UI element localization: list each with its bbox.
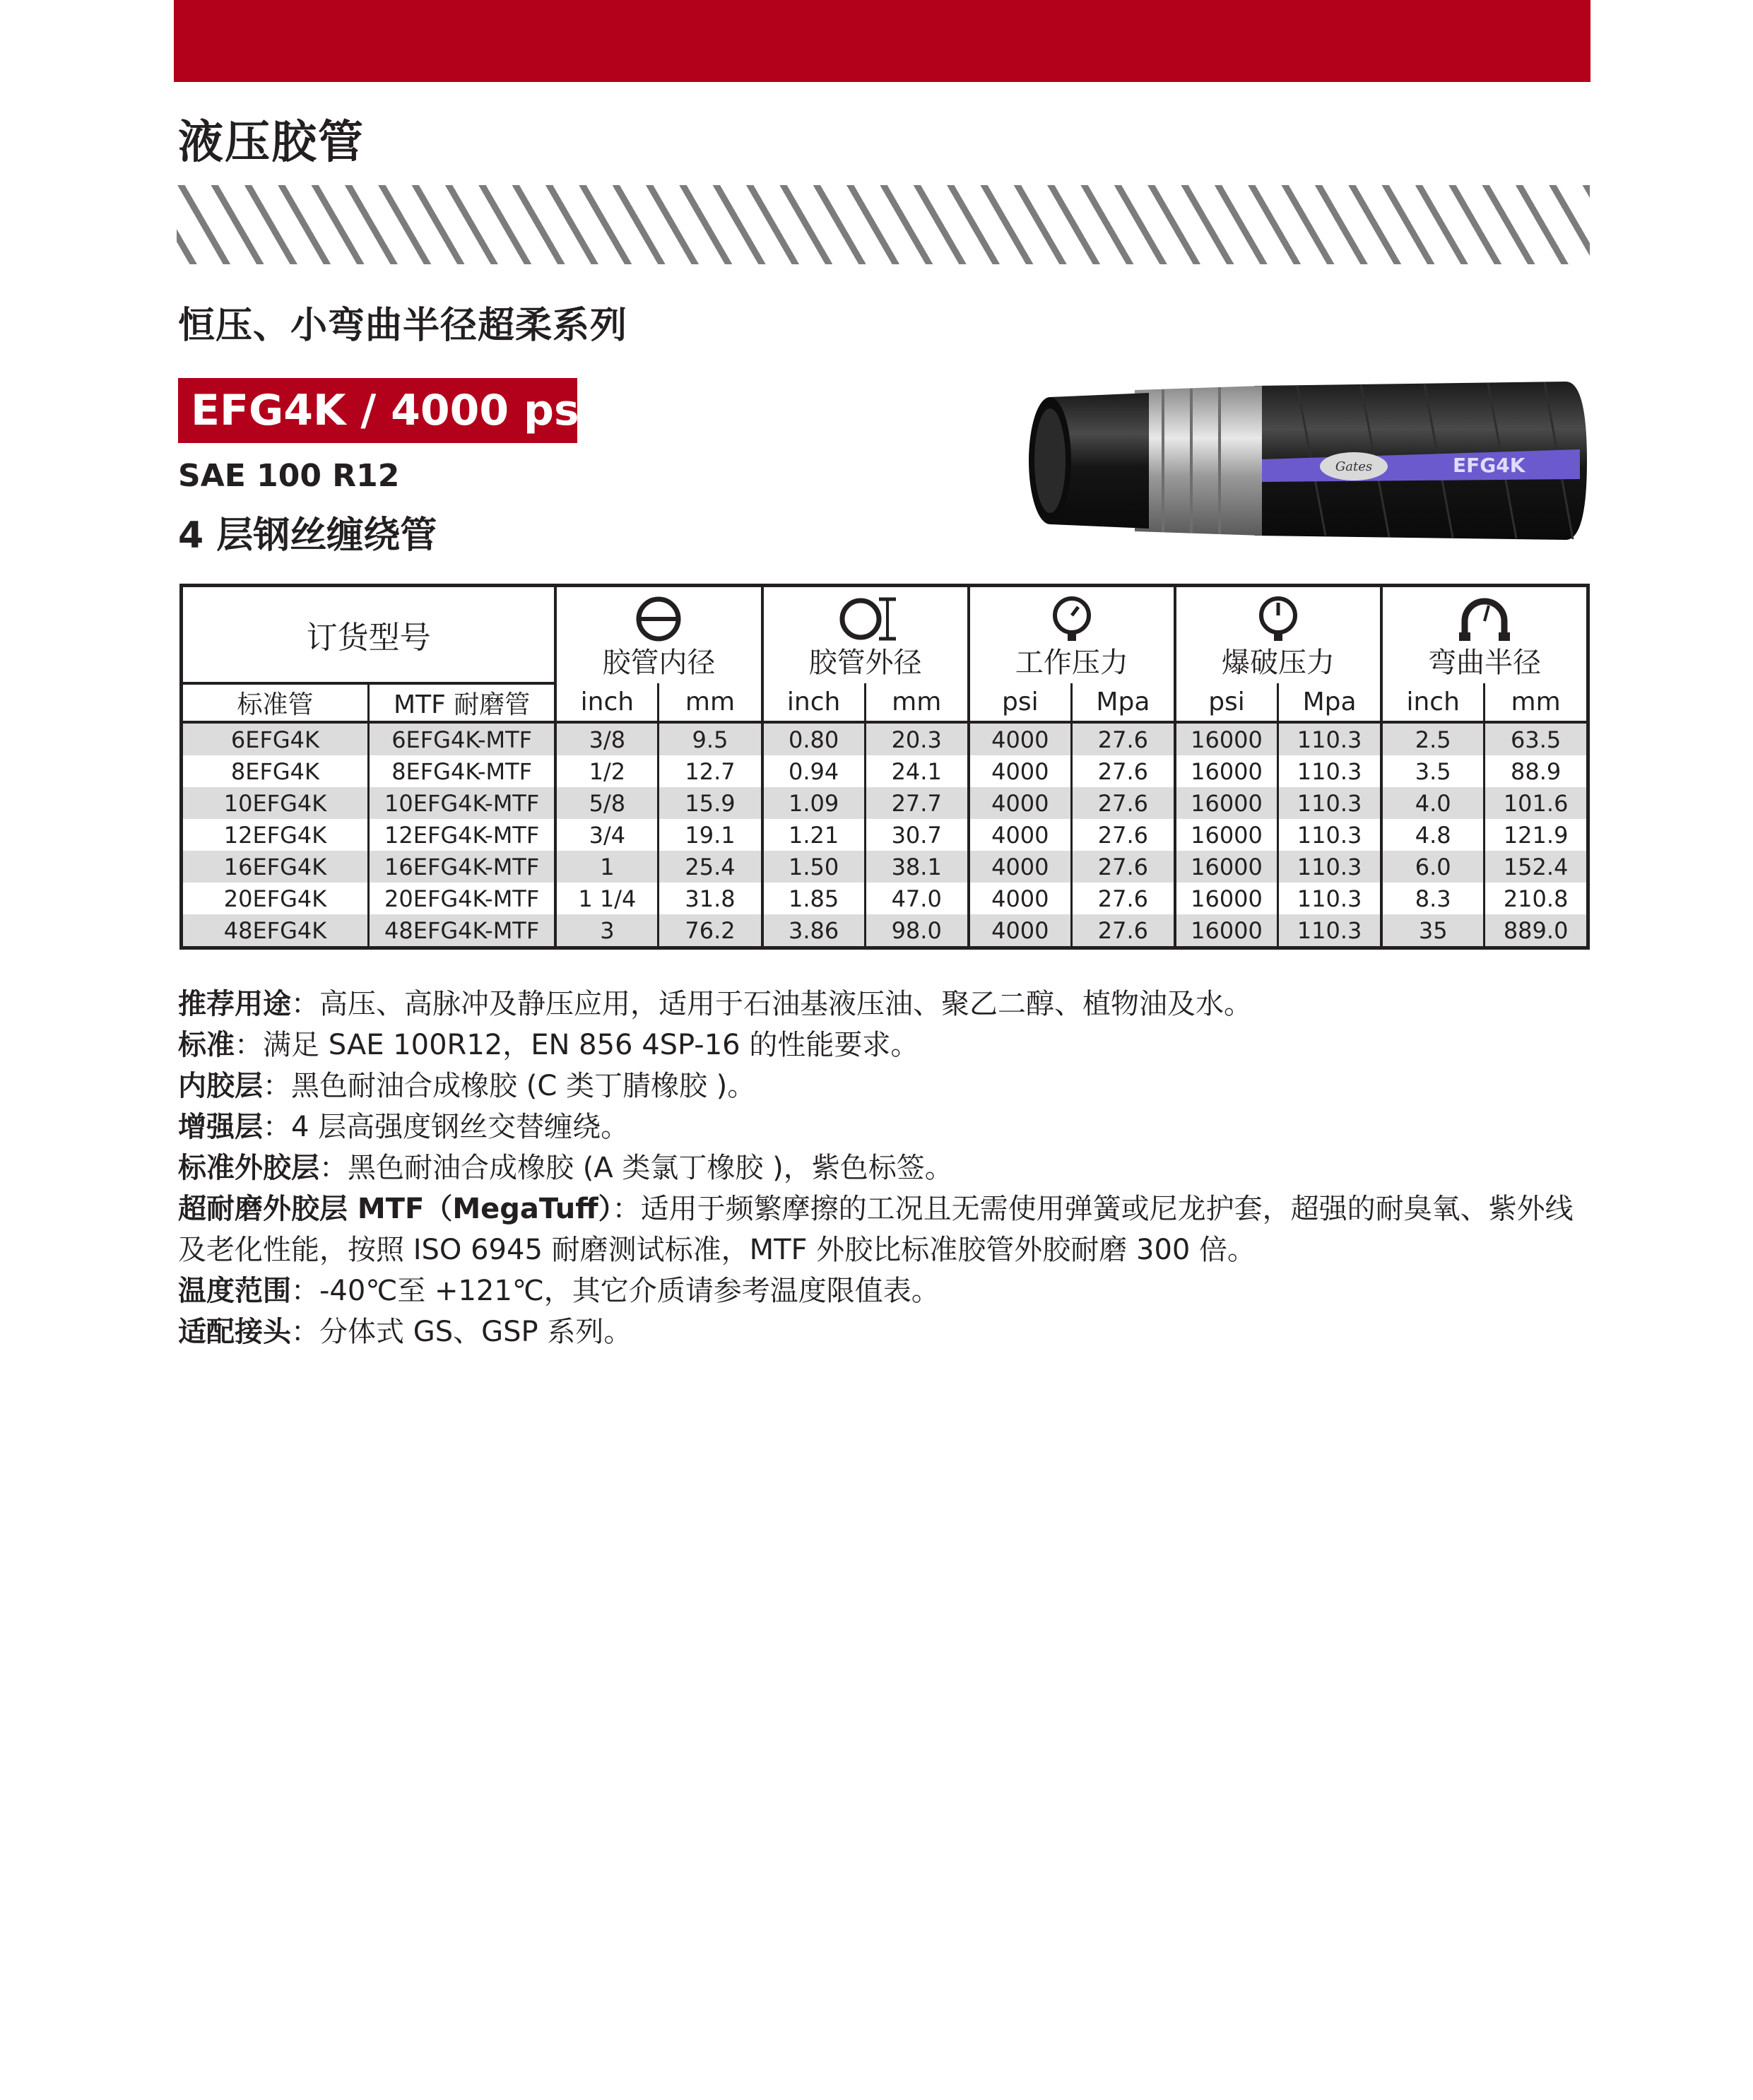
table-cell: 6EFG4K [182,722,369,755]
model-badge: EFG4K / 4000 psi [178,378,577,443]
table-cell: 38.1 [865,851,969,883]
table-cell: 27.6 [1071,914,1175,948]
table-row [182,722,1588,755]
table-cell: 4000 [969,722,1072,755]
table-row [182,819,1588,851]
col-od-mm: mm [865,683,969,722]
table-cell: 110.3 [1278,819,1382,851]
note-text: 满足 SAE 100R12，EN 856 4SP-16 的性能要求。 [263,1029,919,1061]
hose-label-text: EFG4K [1453,454,1525,477]
note-separator: ： [263,1111,291,1143]
table-cell: 1.85 [762,883,866,914]
table-cell: 16000 [1175,883,1278,914]
table-cell: 15.9 [659,787,762,819]
top-banner [174,0,1590,82]
table-cell: 20.3 [865,722,969,755]
note-text: 高压、高脉冲及静压应用，适用于石油基液压油、聚乙二醇、植物油及水。 [319,988,1252,1020]
note-separator: ： [291,1316,319,1348]
table-row [182,914,1588,948]
table-row [182,883,1588,914]
note-label: 标准 [178,1029,235,1061]
table-cell: 4000 [969,787,1072,819]
table-cell: 16000 [1175,722,1278,755]
table-cell: 10EFG4K [182,787,369,819]
table-cell: 20EFG4K-MTF [368,883,555,914]
table-cell: 12EFG4K [223,821,327,849]
bend-radius-icon [1456,596,1513,642]
outer-diameter-icon [834,596,897,642]
spec-table [179,584,1590,950]
table-cell: 19.1 [659,819,762,851]
note-separator: ： [235,1029,263,1061]
hose-image [1022,376,1587,545]
table-row [182,851,1588,883]
table-cell: 63.5 [1485,722,1588,755]
table-cell: 47.0 [865,883,969,914]
table-cell: 1 1/4 [555,883,659,914]
table-cell: 101.6 [1485,787,1588,819]
table-cell: 152.4 [1485,851,1588,883]
table-cell: 8.3 [1381,883,1485,914]
bend-radius-label: 弯曲半径 [1428,647,1542,679]
construction-label: 4 层钢丝缠绕管 [178,514,437,557]
table-cell: 110.3 [1278,755,1382,787]
table-cell: 35 [1381,914,1485,948]
col-id-mm: mm [659,683,762,722]
table-cell: 9.5 [659,722,762,755]
note-text: 黑色耐油合成橡胶 (A 类氯丁橡胶 )，紫色标签。 [348,1152,953,1184]
table-cell: 4000 [969,851,1072,883]
table-cell: 3/4 [555,819,659,851]
table-cell: 110.3 [1278,914,1382,948]
table-cell: 48EFG4K [182,914,369,948]
table-cell: 12EFG4K-MTF [368,819,555,851]
working-pressure-label: 工作压力 [1015,647,1128,679]
note-item [178,1188,1595,1270]
table-cell: 16000 [1175,819,1278,851]
working-pressure-header [969,586,1175,684]
table-cell: 24.1 [865,755,969,787]
table-cell: 121.9 [1485,819,1588,851]
note-item [178,1025,1595,1066]
note-separator: ： [291,1275,319,1307]
table-cell: 76.2 [659,914,762,948]
col-od-inch: inch [762,683,866,722]
table-body [182,722,1588,948]
table-cell: 4000 [969,883,1072,914]
table-cell: 6EFG4K-MTF [368,722,555,755]
table-cell: 12.7 [659,755,762,787]
table-cell: 1/2 [555,755,659,787]
table-cell: 0.94 [762,755,866,787]
note-label: 适配接头 [178,1316,291,1348]
note-label: 超耐磨外胶层 MTF（MegaTuff） [178,1193,613,1225]
hose-brand-text: Gates [1335,459,1373,474]
bend-radius-header [1381,586,1588,684]
table-cell: 27.6 [1071,819,1175,851]
inner-diameter-label: 胶管内径 [602,647,716,679]
series-subtitle: 恒压、小弯曲半径超柔系列 [178,305,628,347]
table-cell: 1.50 [762,851,866,883]
table-cell: 16EFG4K [182,851,369,883]
note-text: 黑色耐油合成橡胶 (C 类丁腈橡胶 )。 [291,1070,756,1102]
table-cell: 31.8 [659,883,762,914]
table-cell: 110.3 [1278,883,1382,914]
table-cell: 27.6 [1071,755,1175,787]
col-br-inch: inch [1381,683,1485,722]
table-cell: 210.8 [1485,883,1588,914]
col-standard-hose: 标准管 [182,683,369,722]
inner-diameter-header [555,586,762,684]
note-item [178,1148,1595,1188]
table-cell: 5/8 [555,787,659,819]
note-text: 分体式 GS、GSP 系列。 [319,1316,632,1348]
col-bp-mpa: Mpa [1278,683,1382,722]
table-cell: 1.21 [762,819,866,851]
note-separator: ： [319,1152,348,1184]
table-cell: 20EFG4K [223,885,327,912]
note-item [178,1270,1595,1311]
note-text: -40℃至 +121℃，其它介质请参考温度限值表。 [319,1275,940,1307]
table-cell: 1 [555,851,659,883]
table-cell: 30.7 [865,819,969,851]
outer-diameter-header [762,586,969,684]
table-cell: 8EFG4K-MTF [368,755,555,787]
outer-diameter-label: 胶管外径 [808,647,922,679]
table-cell: 110.3 [1278,787,1382,819]
table-cell: 27.6 [1071,722,1175,755]
note-label: 增强层 [178,1111,263,1143]
table-cell: 3.86 [762,914,866,948]
table-cell: 48EFG4K-MTF [368,914,555,948]
table-cell: 27.6 [1071,883,1175,914]
table-cell: 4.0 [1381,787,1485,819]
col-id-inch: inch [555,683,659,722]
note-item [178,1107,1595,1148]
table-cell: 8EFG4K [230,757,320,785]
table-cell: 110.3 [1278,722,1382,755]
burst-pressure-header [1175,586,1381,684]
table-cell: 2.5 [1381,722,1485,755]
table-cell: 16000 [1175,851,1278,883]
table-cell: 10EFG4K-MTF [368,787,555,819]
table-cell: 3 [555,914,659,948]
note-separator: ： [612,1193,641,1225]
col-br-mm: mm [1485,683,1588,722]
table-cell: 16EFG4K-MTF [368,851,555,883]
table-cell: 88.9 [1485,755,1588,787]
note-label: 温度范围 [178,1275,291,1307]
table-cell: 27.7 [865,787,969,819]
note-separator: ： [291,988,319,1020]
note-item [178,984,1595,1025]
table-cell: 4.8 [1381,819,1485,851]
table-cell: 4000 [969,755,1072,787]
table-cell: 16000 [1175,755,1278,787]
note-text: 4 层高强度钢丝交替缠绕。 [291,1111,630,1143]
table-cell: 0.80 [762,722,866,755]
pressure-gauge-icon [1049,596,1095,642]
table-cell: 110.3 [1278,851,1382,883]
note-label: 内胶层 [178,1070,263,1102]
col-mtf-hose: MTF 耐磨管 [368,683,555,722]
note-item [178,1066,1595,1107]
table-cell: 889.0 [1485,914,1588,948]
table-cell: 4000 [969,914,1072,948]
page-title: 液压胶管 [178,117,365,169]
table-cell: 3.5 [1381,755,1485,787]
burst-gauge-icon [1255,596,1302,642]
table-cell: 25.4 [659,851,762,883]
standard-label: SAE 100 R12 [178,458,400,494]
table-row [182,787,1588,819]
table-cell: 27.6 [1071,851,1175,883]
burst-pressure-label: 爆破压力 [1222,647,1335,679]
inner-diameter-icon [634,596,683,642]
note-label: 推荐用途 [178,988,291,1020]
table-cell: 3/8 [555,722,659,755]
product-notes [178,984,1595,1352]
table-cell: 16000 [1175,914,1278,948]
table-cell: 16000 [1175,787,1278,819]
table-cell: 1.09 [762,787,866,819]
order-model-header: 订货型号 [182,586,556,684]
note-label: 标准外胶层 [178,1152,319,1184]
hatch-divider [177,185,1590,264]
table-row [182,755,1588,787]
col-wp-mpa: Mpa [1071,683,1175,722]
note-text: 适用于频繁摩擦的工况且无需使用弹簧或尼龙护套，超强的耐臭氧、紫外线及老化性能，按照 ISO 6945 耐磨测试标准，MTF 外胶比标准胶管外胶耐磨 300 倍。 [178,1193,1574,1266]
note-item [178,1311,1595,1352]
table-cell: 27.6 [1071,787,1175,819]
table-cell: 4000 [969,819,1072,851]
note-separator: ： [263,1070,291,1102]
table-cell: 98.0 [865,914,969,948]
col-wp-psi: psi [969,683,1072,722]
table-cell: 6.0 [1381,851,1485,883]
col-bp-psi: psi [1175,683,1278,722]
